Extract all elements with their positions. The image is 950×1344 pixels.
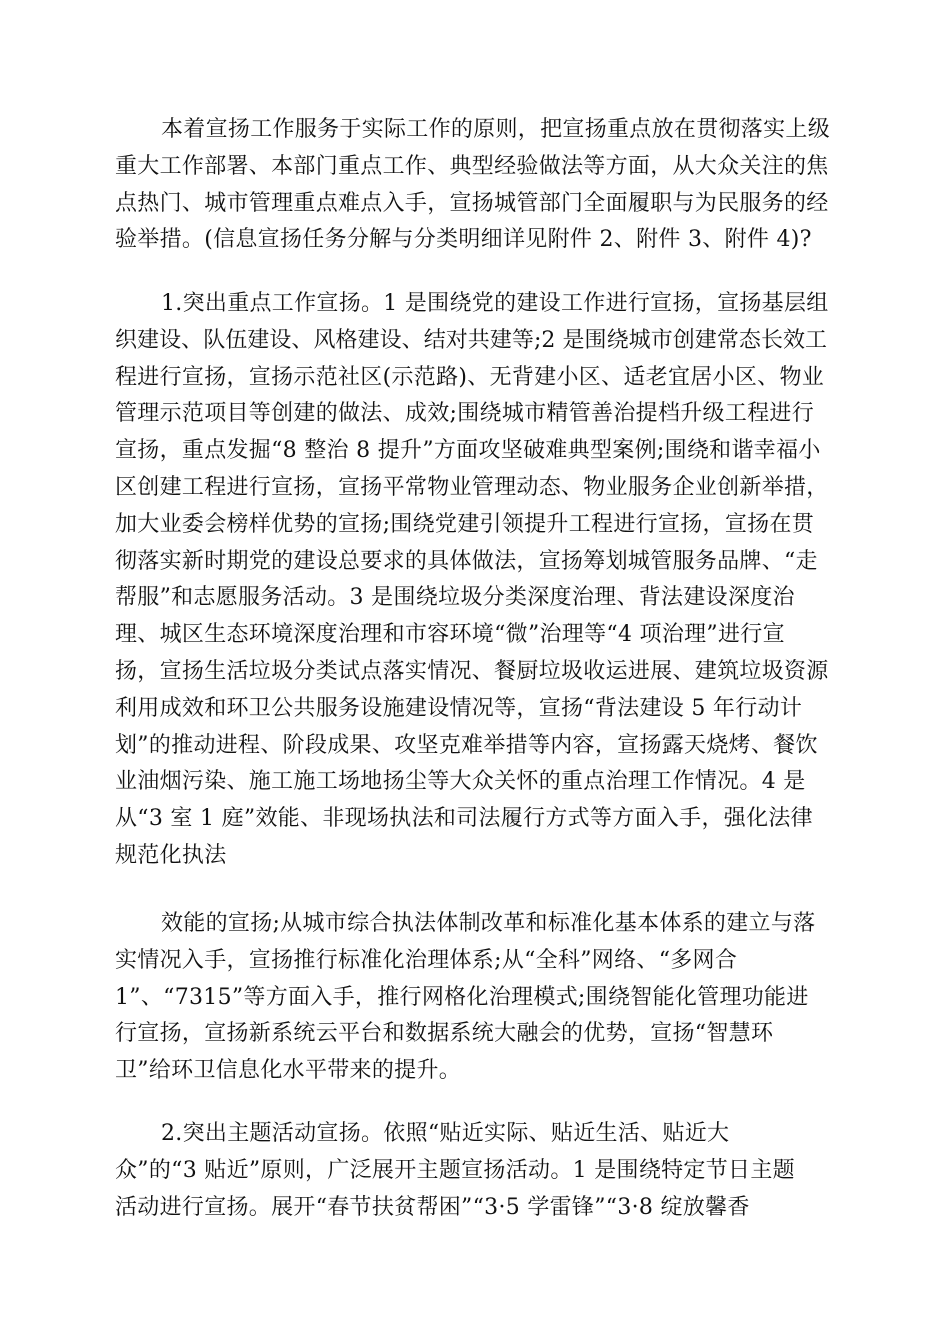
text-line: 帮服”和志愿服务活动。3 是围绕垃圾分类深度治理、背法建设深度治 — [115, 585, 795, 611]
text-line: 扬，宣扬生活垃圾分类试点落实情况、餐厨垃圾收运进展、建筑垃圾资源 — [115, 658, 829, 684]
text-line: 彻落实新时期党的建设总要求的具体做法，宣扬筹划城管服务品牌、“走 — [115, 548, 818, 574]
text-line: 织建设、队伍建设、风格建设、结对共建等;2 是围绕城市创建常态长效工 — [115, 327, 828, 353]
text-line: 点热门、城市管理重点难点入手，宣扬城管部门全面履职与为民服务的经 — [115, 190, 829, 216]
text-line: 加大业委会榜样优势的宣扬;围绕党建引领提升工程进行宣扬，宣扬在贯 — [115, 511, 815, 537]
text-line: 本着宣扬工作服务于实际工作的原则，把宣扬重点放在贯彻落实上级 — [161, 117, 831, 142]
text-line: 规范化执法 — [115, 842, 227, 868]
text-line: 管理示范项目等创建的做法、成效;围绕城市精管善治提档升级工程进行 — [115, 401, 815, 427]
text-line: 程进行宣扬，宣扬示范社区(示范路)、无背建小区、适老宜居小区、物业 — [115, 364, 825, 390]
paragraph-theme-activity-publicity — [115, 1116, 835, 1226]
text-line: 利用成效和环卫公共服务设施建设情况等，宣扬“背法建设 5 年行动计 — [115, 695, 803, 721]
paragraph-key-work-publicity — [115, 286, 835, 875]
text-line: 1”、“7315”等方面入手，推行网格化治理模式;围绕智能化管理功能进 — [115, 984, 809, 1010]
text-line: 从“3 室 1 庭”效能、非现场执法和司法履行方式等方面入手，强化法律 — [115, 806, 813, 832]
paragraph-publicity-principle — [115, 112, 835, 259]
text-line: 行宣扬，宣扬新系统云平台和数据系统大融会的优势，宣扬“智慧环 — [115, 1021, 774, 1047]
text-line: 卫”给环卫信息化水平带来的提升。 — [115, 1058, 462, 1084]
text-line: 宣扬，重点发掘“8 整治 8 提升”方面攻坚破难典型案例;围绕和谐幸福小 — [115, 438, 821, 464]
text-line: 区创建工程进行宣扬，宣扬平常物业管理动态、物业服务企业创新举措， — [115, 474, 829, 500]
text-line: 业油烟污染、施工施工场地扬尘等大众关怀的重点治理工作情况。4 是 — [115, 769, 806, 795]
paragraph-enforcement-efficiency — [115, 906, 835, 1090]
text-line: 划”的推动进程、阶段成果、攻坚克难举措等内容，宣扬露天烧烤、餐饮 — [115, 732, 818, 758]
text-line: 1.突出重点工作宣扬。1 是围绕党的建设工作进行宣扬，宣扬基层组 — [161, 291, 829, 316]
text-line: 验举措。(信息宣扬任务分解与分类明细详见附件 2、附件 3、附件 4)? — [115, 227, 812, 253]
text-line: 众”的“3 贴近”原则，广泛展开主题宣扬活动。1 是围绕特定节日主题 — [115, 1157, 795, 1183]
text-line: 效能的宣扬;从城市综合执法体制改革和标准化基本体系的建立与落 — [161, 911, 816, 936]
text-line: 重大工作部署、本部门重点工作、典型经验做法等方面，从大众关注的焦 — [115, 153, 829, 179]
text-line: 2.突出主题活动宣扬。依照“贴近实际、贴近生活、贴近大 — [161, 1121, 730, 1146]
text-line: 实情况入手，宣扬推行标准化治理体系;从“全科”网络、“多网合 — [115, 947, 738, 973]
text-line: 理、城区生态环境深度治理和市容环境“微”治理等“4 项治理”进行宣 — [115, 622, 785, 648]
text-line: 活动进行宣扬。展开“春节扶贫帮困”“3·5 学雷锋”“3·8 绽放馨香 — [115, 1194, 750, 1220]
